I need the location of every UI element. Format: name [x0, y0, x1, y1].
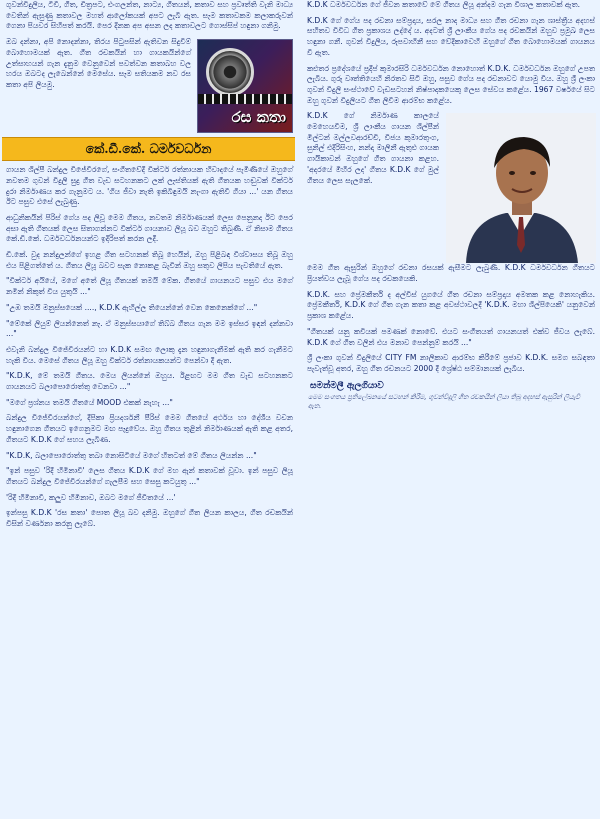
body-paragraph: K.D.K. සහ ප්‍රේමකීර්ති ද අල්විස් යුගයේ ගීත රචනා සම්ප්‍රදාය අමතක කළ නොහැකිය. ප්‍රේමකීර්ති, K.D.K ගේ ගීත ගැන කතා කළ අවස්ථාවලදී 'K.D.K. මහා ශිල්පියෙකි' යනුවෙන් ප්‍රකාශ කළේය.	[307, 289, 595, 321]
body-paragraph: K.D.K ගේ ගේය පද රචනා සම්ප්‍රදාය, සරල නාද මාධ්‍ය සහ ගීත රචනා ගැන ශාස්ත්‍රීය අදහස් සහිතව විවිධ ගීත ප්‍රකාශය ලද්දේ ය. අදටත් ශ්‍රී ලාංකීය ගේය පද රචකයින් ඔහුව ප්‍රමුඛ ලෙස හඳුනා ගනී. ගුවන් විදුලිය, රූපවාහිනී සහ වේදිකාවෙහි ඔහුගේ ගීත බොහොමයක් ගායනය වී ඇත.	[307, 15, 595, 57]
film-reel-icon	[206, 48, 254, 96]
film-strip-icon	[198, 94, 292, 104]
left-column	[0, 0, 297, 819]
quote-paragraph: "මගේ ප්‍රශ්නය තමයි ගීතයේ MOOD එකක් නැහැ ..."	[6, 397, 173, 407]
body-paragraph: K.D.K ගේ නිර්මාණ කාලයේ මෙහෙයවීම, ශ්‍රී ලාංකීය ගායන ශිල්පීන් මිල්ටන් මල්ලවආරච්චි, විජය කුමාරතුංග, සුනිල් එදිරිසිංහ, නන්දා මාලිනී ඇතුළු ගායක ගායිකාවන් ඔහුගේ ගීත ගායනා කළහ. 'අදරයේ මිහිර ලද' ගීතය K.D.K ගේ මුල් ගීතය ලෙස සැලකේ.	[307, 111, 439, 185]
photo-row	[302, 111, 600, 263]
body-paragraph: එවැනි බන්දුල විජේවීරයන්ට හා K.D.K සමඟ ලොකු දැන හඳුනාගැනීමක් ඇති කර ගැනීමට හැකි විය. මෙසේ ගීතය ලියූ ඔහු වික්ටර් රත්නායකයන්ට පෙන්වා දී ඇත.	[6, 344, 293, 365]
body-paragraph: බන්දුල විජේවීරයන්ගේ, දීපිකා ප්‍රියදර්ශනී පීරිස් මෙම ගීතයේ අර්ථය හා දේශීය වචන හඳුනාගෙන ගීතයට ඉගෙනුමට මඟ පෑදුවේය. ඔහු ගීතය තුළින් නිර්මාණයක් ඇති කළ අතර, ගීතයට K.D.K ගේ සහය ලැබිණ.	[6, 413, 293, 444]
footer-caption: මෙම සංගතය ප්‍රතිලේඛනයේ සටහන් කිරීම, ගුවන්විදුලි ගීත රචකයින් ලියා තිබූ අදහස් ඇසුරින් ලියැවී ඇත.	[308, 392, 581, 410]
article-title: කේ.ඩී.කේ. ධර්මවර්ධන	[2, 137, 295, 161]
intro-paragraph-2: ඔබ දන්නා, අපි නොදන්නා, තිරය පිටුපසින් ඇතිවන සිදුවීම් බොහොමයක් ඇත. ගීත රචකයින් හා ගායකයින්ගේ උත්සාහයන් ගැන දැනුම වෙනුවෙන් පවත්වන කතාබහ වල හරය ඔබටද ලැබෙන්නේ මෙසේය. සෑම සතියකම නව රස කතා අපි ලියමු.	[6, 37, 191, 89]
quote-paragraph: "K.D.K, බලාපොරොත්තු තබා නොසිටියේ මගේ හිතටත් මේ ගීතය ලියන්න ..."	[6, 450, 257, 460]
ras-katha-logo	[197, 39, 293, 133]
quote-paragraph: "වික්ටර් අයියේ, මගේ අතේ ලියූ ගීතයක් තමයි මේක. ගීතයේ ගායනයට පසුව එය මගේ නමින් නිකුත් විය යුතුයි ..."	[6, 276, 293, 297]
body-paragraph: ආධුනිකයින් පිරිස් ගේය පද ලිවූ මෙම ගීතය, නවතම නිර්මාණයක් ලෙස පෙනුනද ඊට පෙර අසා ඇති ගීතයක් ලෙස සිතාගන්නට වික්ටර් ගායනාව ලියූ බව ඔහුට තිබුණි. ඒ නිසාම ගීතය කේ.ඩී.කේ. ධර්මවර්ධනයන්ට ඉදිරිපත් කරන ලදී.	[6, 212, 293, 244]
quote-paragraph: "ගීතයක් යනු කවියක් පමණක් නොවේ. එයට සංගීතයත් ගායනයත් එක්ව ජීවය ලැබේ. K.D.K ගේ ගීත වලින් එය මනාව පෙන්නුම් කරයි ..."	[307, 326, 595, 347]
logo-text: රස කතා	[231, 108, 286, 127]
body-paragraph: ගායන ශිල්පී බන්දුල විජේවීරගේ, සංගීතවේදී වික්ටර් රත්නායක හිවාදයේ පැමිණියේ ඔහුගේ නවතම ගුවන් විදුලි සුදු ගීත වැඩ සටහනකට ලක් ලෑස්තියක් ඇති ගීතයක හඬුවක් වික්ටර් දුරා නිර්මාණය කර ගැනුමට ය. 'ගිය ජීවා නැති ඉකිබිඳුමයි නැංගා ඇතිවී ගියා ...' යන ගීතය ඊට පසුව එසේ ලැබුණු.	[6, 165, 293, 207]
left-body	[0, 165, 297, 530]
quote-paragraph: "උඹ තමයි මනුස්සයෙක් ...., K.D.K ඇහිල්ල තියෙන්නේ වෙන කෙනෙක්ගේ ..."	[6, 302, 258, 312]
intro-row	[0, 37, 297, 133]
body-paragraph: කළුතර ප්‍රදේශයේ ප්‍රදීප් කුමාරසිරි ධර්මවර්ධන නොහොත් K.D.K. ධර්මවර්ධන ඔහුගේ උපත ලැබීය. ගුරු වෘත්තියෙහි නිරතව සිටි ඔහු, පසුව ගේය පද රචනාවට යොමු විය. ඔහු ශ්‍රී ලංකා ගුවන් විදුලි සංස්ථාවේ වැඩසටහන් නිෂ්පාදකයෙකු ලෙස සේවය කළේය. 1967 වර්ෂයේ සිට ඔහු ගුවන් විදුලියට ගීත ලිවීම ආරම්භ කළේය.	[307, 63, 595, 105]
author-byline: සමන්මලී ඇලගියාව	[310, 380, 384, 391]
body-paragraph: "ඉන් පසුව 'රිදී හිමිනාවී' ලෙස ගීතය K.D.K ගේ මහ ඇන් කතාවක් වූවා. ඉන් පසුව ලියූ ගීතයට බන්දුල විජේවීරයන්ගේ ගැලපීම සහ සෙසු කටයුතු ..."	[6, 466, 293, 486]
body-paragraph: ඩී.කේ. වුද නන්දුලන්ගේ ඉහළ ගීත සටහනක් තිබූ හෙයින්, ඔහු පිළිබඳ විශ්වාසය තිබූ ඔහු එය පිළිගත්තේ ය. ගීතය ලියූ බවට සැක නොකළ බැවින් ඔහු සතුව ලිපිය පැවතියේ ඇත.	[6, 250, 293, 270]
body-paragraph: මෙම ගීත ඇසුරින් ඔහුගේ රචනා රසයක් ඇසීමට ලැබුණි. K.D.K ධර්මවර්ධන ගීතයට ප්‍රියත්වය ලැබූ ගේය පද රචකයෙකි.	[307, 263, 595, 284]
body-paragraph: ශ්‍රී ලංකා ගුවන් විදුලියේ CITY FM නාලිකාව ආරම්භ කිරීමේ ප්‍රජාව K.D.K. සමග සබඳතා පැවැත්වූ අතර, ඔහු ගීත රචනයට 2000 දී ශ්‍රේෂ්ඨ සම්මානයක් ලැබීය.	[307, 353, 595, 373]
quote-paragraph: "මේකේ ලියුම් ලියන්නෙත් නෑ. ඒ මනුස්සයාගේ තිබ්බ ගීතය ගැන මම ඉස්සර ඉඳන් දන්නවා ..."	[6, 318, 293, 339]
quote-paragraph: "K.D.K, මේ තමයි ගීතය. මෙය ලියන්නේ ඔහුය. ඊළඟට මම ගීත වැඩ සටහනකට ගායනයට බලාපොරොත්තු වෙනවා ..."	[6, 371, 293, 392]
intro-paragraph: ගුවන්විදුලිය, ටීවී, ගීත, චිත්‍රපට, එංගලන්ත, නාට්‍ය, ගීතයන්, කතාව සහ ප්‍රවෘත්ති වැනි මාධ්‍ය වෙතින් ඇසුණු කතාවල මහත් ආලෝකයක් අපට ලැබී ඇත. සෑම කතාවකම කලාකරුවන් ගෙනා පියවර සිහිපත් කරයි. පෙර දිනක අප අසන ලද කතාවලට ගොස්සිප් හඳුනා ගනිමු.	[6, 0, 293, 31]
portrait-icon	[446, 113, 596, 263]
quote-paragraph: 'රිදී හිමිනාවී, කලුව හිමිනාව, ඔබට මගේ ජීවිතයේ ...'	[6, 492, 176, 502]
right-column	[302, 0, 600, 819]
body-paragraph: K.D.K ධර්මවර්ධන ගේ ජීවන කතාවේ මේ ගීතය ලියූ අන්දම ගැන විශාල කතාවක් ඇත.	[307, 0, 581, 9]
body-paragraph: ඉන්පසු K.D.K 'රස කතා' පොත ලියූ බව දනිමු. ඔහුගේ ගීත ලියන කාලය, ගීත රචකයින් විසින් වර්ණනා කරනු ලැබේ.	[6, 508, 293, 529]
portrait-photo	[446, 113, 596, 263]
